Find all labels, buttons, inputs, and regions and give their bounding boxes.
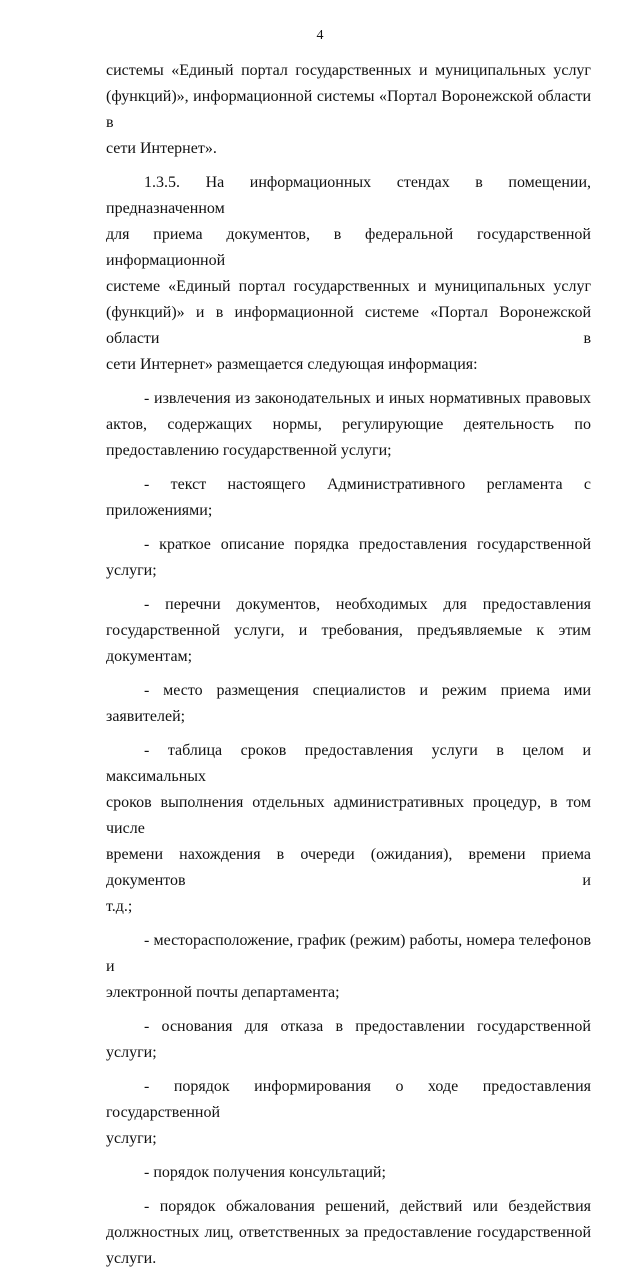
list-item bbox=[106, 1160, 591, 1186]
text-line: - порядок получения консультаций; bbox=[144, 1164, 386, 1181]
text-line: сети Интернет». bbox=[106, 140, 217, 157]
list-item bbox=[106, 532, 591, 584]
text-line: системе «Единый портал государственных и муниципальных услуг bbox=[106, 278, 591, 295]
text-line: - основания для отказа в предоставлении государственной услуги; bbox=[106, 1018, 591, 1061]
text-line: предоставлению государственной услуги; bbox=[106, 442, 392, 459]
list-item bbox=[106, 738, 591, 920]
text-line: - месторасположение, график (режим) работы, номера телефонов и bbox=[106, 932, 591, 975]
list-item bbox=[106, 1014, 591, 1066]
text-line: услуги. bbox=[106, 1250, 157, 1267]
text-line: - извлечения из законодательных и иных нормативных правовых bbox=[144, 390, 591, 407]
list-item bbox=[106, 386, 591, 464]
text-line: - краткое описание порядка предоставления государственной услуги; bbox=[106, 536, 591, 579]
paragraph bbox=[106, 58, 591, 162]
text-line: сети Интернет» размещается следующая информация: bbox=[106, 356, 478, 373]
text-line: (функций)» и в информационной системе «Портал Воронежской области в bbox=[106, 304, 591, 347]
paragraph bbox=[106, 170, 591, 378]
text-line: государственной услуги, и требования, предъявляемые к этим документам; bbox=[106, 622, 591, 665]
text-line: актов, содержащих нормы, регулирующие деятельность по bbox=[106, 416, 591, 433]
list-item bbox=[106, 472, 591, 524]
page-number: 4 bbox=[316, 28, 324, 43]
text-line: сроков выполнения отдельных административных процедур, в том числе bbox=[106, 794, 591, 837]
text-line: системы «Единый портал государственных и муниципальных услуг bbox=[106, 62, 591, 79]
document-body bbox=[106, 58, 591, 1272]
text-line: - порядок обжалования решений, действий или бездействия bbox=[144, 1198, 591, 1215]
list-item bbox=[106, 928, 591, 1006]
text-line: т.д.; bbox=[106, 898, 133, 915]
text-line: для приема документов, в федеральной государственной информационной bbox=[106, 226, 591, 269]
list-item bbox=[106, 592, 591, 670]
text-line: времени нахождения в очереди (ожидания), времени приема документов и bbox=[106, 846, 591, 889]
text-line: - порядок информирования о ходе предоставления государственной bbox=[106, 1078, 591, 1121]
text-line: (функций)», информационной системы «Портал Воронежской области в bbox=[106, 88, 591, 131]
text-line: 1.3.5. На информационных стендах в помещении, предназначенном bbox=[106, 174, 591, 217]
text-line: услуги; bbox=[106, 1130, 157, 1147]
text-line: - таблица сроков предоставления услуги в целом и максимальных bbox=[106, 742, 591, 785]
text-line: - место размещения специалистов и режим приема ими заявителей; bbox=[106, 682, 591, 725]
text-line: - текст настоящего Административного регламента с приложениями; bbox=[106, 476, 591, 519]
text-line: - перечни документов, необходимых для предоставления bbox=[144, 596, 591, 613]
list-item bbox=[106, 678, 591, 730]
text-line: электронной почты департамента; bbox=[106, 984, 340, 1001]
list-item bbox=[106, 1194, 591, 1272]
text-line: должностных лиц, ответственных за предоставление государственной bbox=[106, 1224, 591, 1241]
list-item bbox=[106, 1074, 591, 1152]
